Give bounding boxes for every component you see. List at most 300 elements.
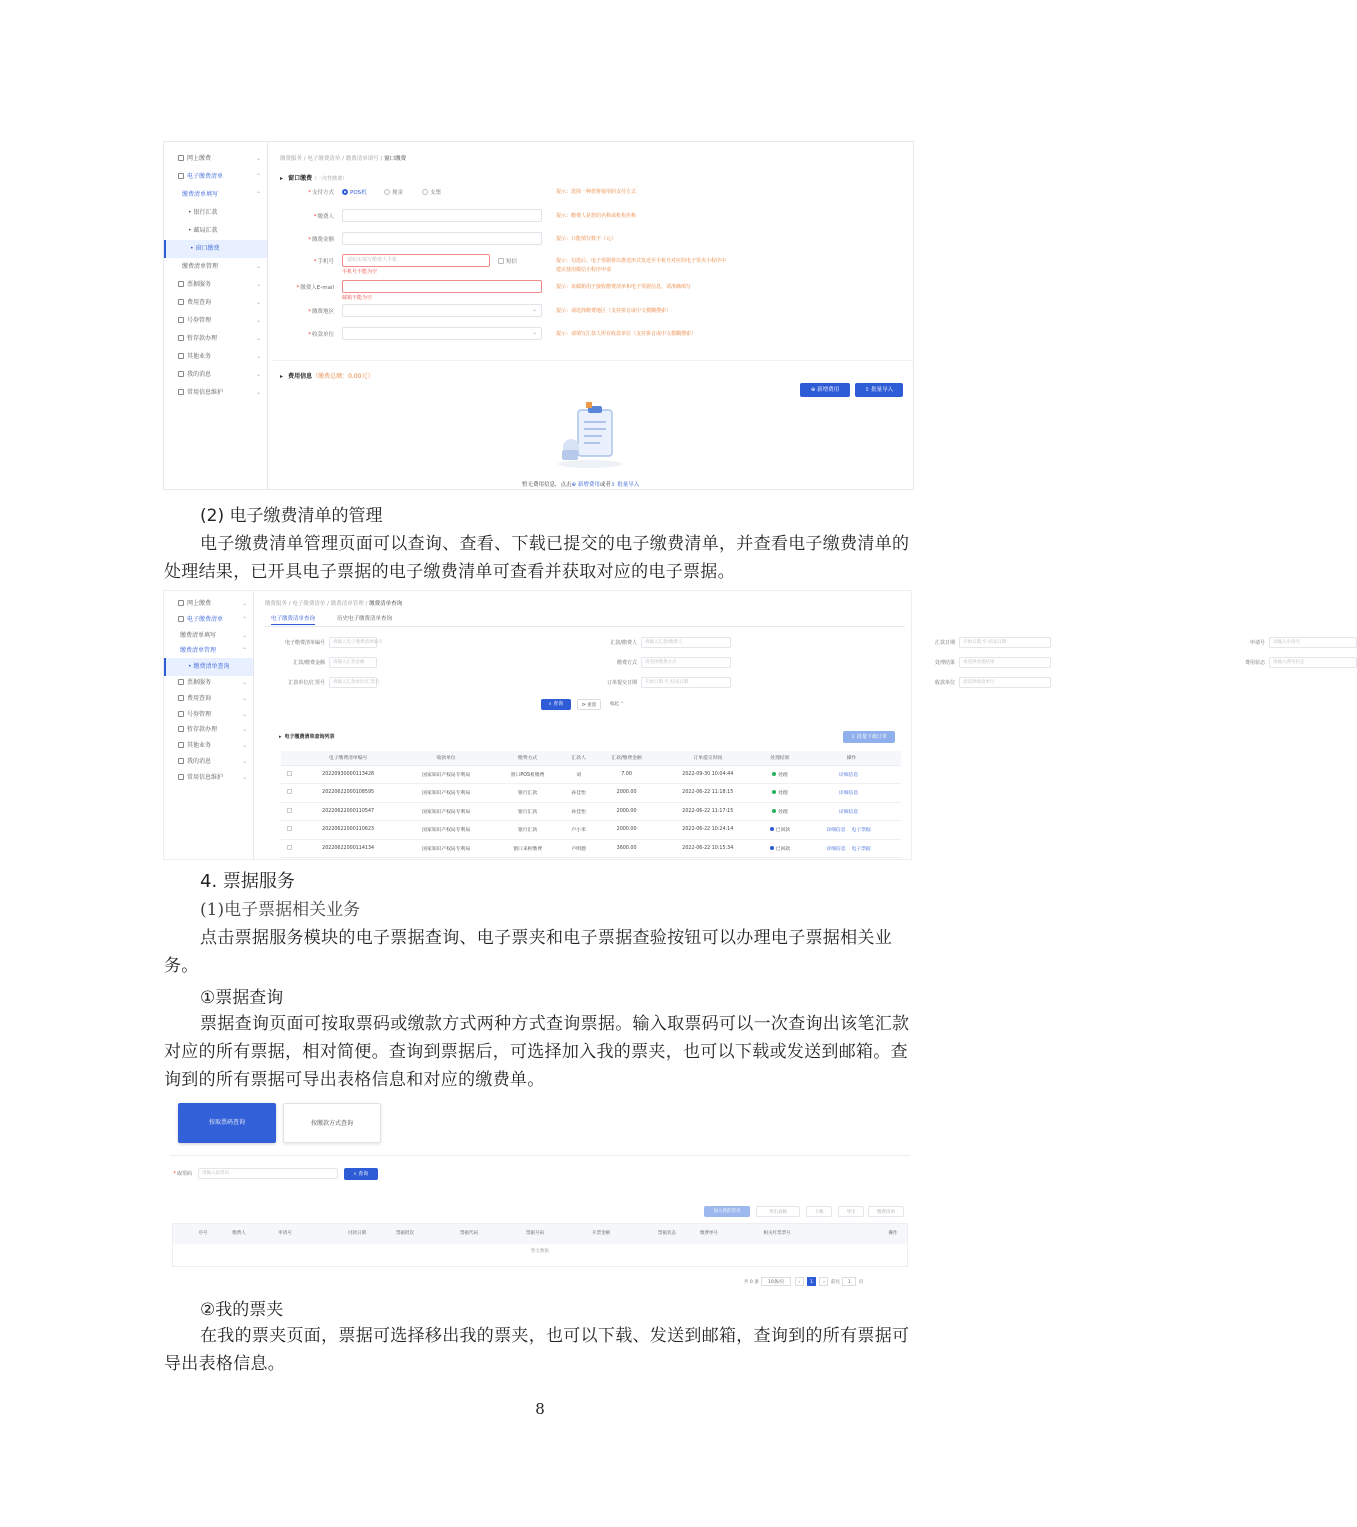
batch-export-button[interactable]: ⇩ 批量下载订单	[843, 731, 895, 743]
section-title-text: 窗口缴费	[288, 175, 313, 182]
query-label: 订单提交日期	[606, 680, 637, 686]
status-text: 已回款	[775, 846, 791, 852]
status-dot-icon	[770, 827, 774, 831]
column-header: 申请号	[278, 1231, 292, 1236]
cell-time: 2022-06-22 11:18:15	[658, 784, 758, 803]
radio-pos[interactable]	[342, 188, 367, 196]
column-header: 电子缴费清单编号	[297, 751, 399, 765]
sidebar-item[interactable]	[164, 258, 267, 276]
page-size-value: 10条/页	[768, 1280, 785, 1285]
query-input[interactable]: 请输入汇款单位/汇票号	[329, 677, 377, 688]
detail-link[interactable]: 详细信息	[838, 772, 859, 778]
row-actions	[802, 802, 901, 821]
chevron-icon: ⌄	[241, 726, 247, 734]
chevron-icon: ⌄	[241, 710, 247, 718]
chevron-icon: ⌄	[255, 371, 261, 378]
menu-icon	[178, 281, 184, 287]
payment-list-table	[281, 751, 901, 858]
query-button[interactable]: ⌕ 查询	[541, 699, 571, 710]
cell-no: 20220622000114134	[297, 839, 399, 858]
cell-unit: 国家知识产权局专利局	[399, 784, 493, 803]
row-actions	[802, 784, 901, 803]
query-input[interactable]: 请选择缴费方式	[641, 657, 731, 668]
sidebar-item[interactable]	[164, 312, 267, 330]
chevron-down-icon: ⌄	[532, 329, 538, 336]
pay-method-hint: 提示：选择一种您将使用的支付方式	[556, 189, 637, 195]
table-row	[281, 821, 901, 840]
chevron-icon: ⌃	[255, 191, 261, 198]
sidebar-item-label: 其他业务	[187, 742, 212, 750]
goto-input[interactable]: 1	[842, 1277, 856, 1286]
cell-no: 20220622000108595	[297, 784, 399, 803]
chevron-icon: ⌄	[255, 299, 261, 306]
import-label: 批量导入	[871, 387, 894, 393]
cell-method: 银行汇款	[493, 821, 562, 840]
cell-amount: 2000.00	[595, 802, 658, 821]
select-all-checkbox[interactable]	[281, 751, 297, 765]
sidebar-item-label: • 邮局汇款	[188, 227, 218, 234]
chevron-icon: ⌄	[241, 694, 247, 702]
heading-list-management: (2) 电子缴费清单的管理	[200, 506, 383, 526]
sidebar-item-label: 票据服务	[187, 679, 212, 686]
sidebar-item-label: 网上缴费	[187, 600, 212, 607]
action-button[interactable]: 缴费清单	[868, 1206, 904, 1217]
field-label: * 缴费金额	[286, 235, 334, 243]
sidebar	[164, 142, 268, 489]
sidebar-item[interactable]	[164, 330, 267, 348]
empty-import-link[interactable]: ⇪ 批量导入	[610, 482, 640, 488]
cell-payer: 卢明德	[562, 839, 595, 858]
chevron-icon: ⌄	[241, 679, 247, 686]
cell-payer: 卢小米	[562, 821, 595, 840]
ebill-link[interactable]: 电子票据	[851, 828, 871, 834]
row-checkbox[interactable]	[281, 821, 297, 840]
sidebar-item[interactable]	[164, 168, 267, 186]
row-checkbox[interactable]	[281, 765, 297, 784]
heading-bill-service: 4. 票据服务	[200, 871, 295, 892]
sidebar-item-label: 其他业务	[187, 353, 212, 360]
query-input[interactable]: 请输入汇款/缴费人	[641, 637, 731, 648]
chevron-icon: ⌄	[255, 263, 261, 270]
pager-total: 共 0 条	[744, 1280, 759, 1285]
radio-cash-label: 现金	[392, 190, 404, 196]
query-input[interactable]: 开始日期 至 结束日期	[959, 637, 1051, 648]
menu-icon	[178, 371, 184, 377]
chevron-down-icon: ⌄	[532, 306, 538, 313]
radio-check-label: 支票	[430, 190, 442, 196]
status-text: 处理	[778, 809, 788, 815]
menu-icon	[178, 726, 184, 732]
menu-icon	[178, 299, 184, 305]
row-checkbox[interactable]	[281, 839, 297, 858]
form-input[interactable]	[342, 280, 542, 293]
cell-unit: 国家知识产权局专利局	[399, 839, 493, 858]
empty-data-text: 暂无数据	[531, 1249, 549, 1254]
field-label: * 缴费人E-mail	[286, 283, 334, 291]
query-input[interactable]: 请输入费用状态	[1269, 657, 1357, 668]
sms-checkbox[interactable]	[498, 257, 517, 265]
sidebar-item[interactable]	[164, 294, 267, 312]
pagination	[744, 1277, 863, 1286]
breadcrumb-path[interactable]: 缴费服务 / 电子缴费清单 / 缴费清单管理 /	[265, 601, 368, 607]
cell-time: 2022-06-22 10:15:34	[658, 839, 758, 858]
code-query-label: 查询	[358, 1171, 369, 1177]
pay-method-label: * 支付方式	[294, 188, 334, 196]
goto-unit: 页	[858, 1280, 864, 1285]
section-tag: （一次性缴费）	[312, 176, 348, 182]
field-label: * 缴费人	[286, 212, 334, 220]
field-error: 邮箱不能为空	[342, 295, 373, 301]
field-hint: 提示：勾选后，电子票据将以推送形式发送至手机号对应的电子票夹小程序中	[556, 258, 727, 264]
tab-divider	[265, 626, 905, 627]
table-row	[281, 765, 901, 784]
menu-icon	[178, 353, 184, 359]
tab-current-query[interactable]: 电子缴费清单查询	[271, 613, 315, 625]
status-text: 处理	[778, 791, 788, 797]
query-label: 缴费方式	[616, 660, 637, 666]
empty-mid: 或者	[599, 482, 611, 488]
chevron-icon: ⌄	[255, 389, 261, 396]
query-input[interactable]: 请输入申请号	[1269, 637, 1357, 648]
sidebar-item-label: 票据服务	[187, 281, 212, 288]
cell-no: 20220622000110623	[297, 821, 399, 840]
empty-tip	[522, 480, 639, 488]
cell-no: 20220622000110547	[297, 802, 399, 821]
table-row	[281, 802, 901, 821]
status-badge	[758, 765, 802, 784]
sidebar-item[interactable]	[164, 150, 267, 168]
row-checkbox[interactable]	[281, 784, 297, 803]
sidebar-item[interactable]	[164, 204, 267, 222]
chevron-icon: ⌄	[255, 335, 261, 342]
divider	[170, 1155, 910, 1156]
current-page[interactable]: 1	[807, 1277, 816, 1286]
status-dot-icon	[772, 772, 776, 776]
heading-my-folder: ②我的票夹	[200, 1300, 284, 1320]
para-my-folder: 在我的票夹页面，票据可选择移出我的票夹，也可以下载、发送到邮箱，查询到的所有票据可导出表格信息。	[164, 1326, 910, 1374]
form-input[interactable]: 请如实填写缴费人手机	[342, 254, 490, 267]
field-hint: 提示：请选择缴费地区（支持拼音或中文模糊搜索）	[556, 308, 672, 314]
sidebar-item-label: 暂存款办理	[187, 335, 218, 342]
column-header: 汇款/缴费金额	[595, 751, 658, 765]
empty-clipboard-illustration	[554, 400, 626, 470]
column-header: 票据号码	[526, 1231, 544, 1236]
main-panel	[272, 142, 913, 489]
cell-no: 20220930000113428	[297, 765, 399, 784]
detail-link[interactable]: 详细信息	[838, 809, 859, 815]
fee-section-title	[280, 371, 374, 380]
sidebar-item[interactable]	[164, 186, 267, 204]
menu-icon	[178, 389, 184, 395]
column-header: 缴费方式	[493, 751, 562, 765]
sidebar-item[interactable]	[164, 384, 267, 402]
query-label: 汇款/缴费金额	[293, 660, 325, 666]
table-row	[281, 784, 901, 803]
batch-export-label: 批量下载订单	[856, 734, 887, 740]
column-header: 处理结果	[758, 751, 802, 765]
sidebar-item-label: 我的消息	[187, 758, 212, 765]
cell-time: 2022-09-30 10:04:44	[658, 765, 758, 784]
column-header: 付款日期	[348, 1231, 366, 1236]
cell-time: 2022-06-22 11:17:15	[658, 802, 758, 821]
breadcrumb-path[interactable]: 缴费服务 / 电子缴费清单 / 缴费清单填写 /	[280, 156, 383, 162]
query-label: 申请号	[1249, 640, 1265, 646]
sidebar-item-label: • 窗口缴费	[190, 245, 220, 252]
status-text: 处理	[778, 772, 788, 778]
query-label: 汇款日期	[934, 640, 955, 646]
sms-checkbox-label: 短信	[506, 259, 518, 265]
column-header: 相关红票票号	[763, 1231, 791, 1236]
chevron-icon: ⌃	[241, 615, 247, 623]
tab-query-by-code[interactable]: 按取票码查询	[178, 1103, 276, 1143]
fee-total: （缴费总额：0.00元）	[312, 373, 374, 380]
cell-unit: 国家知识产权局专利局	[399, 765, 493, 784]
query-button-label: 查询	[553, 701, 564, 707]
status-badge	[758, 784, 802, 803]
breadcrumb	[265, 599, 402, 607]
code-label: * 取票码	[172, 1170, 192, 1177]
empty-import-link-label: 批量导入	[617, 482, 640, 488]
chevron-icon: ⌄	[241, 600, 247, 607]
sidebar-item[interactable]	[164, 348, 267, 366]
empty-add-link[interactable]: ⊕ 新增费用	[571, 482, 600, 488]
radio-check[interactable]	[422, 188, 441, 196]
cell-amount: 3600.00	[595, 839, 658, 858]
chevron-icon: ⌄	[255, 317, 261, 324]
code-query-button[interactable]: ⌕ 查询	[344, 1168, 378, 1180]
cell-amount: 2000.00	[595, 784, 658, 803]
breadcrumb-current: 缴费清单查询	[369, 601, 403, 607]
menu-icon	[178, 155, 184, 161]
cell-method: 银行汇款	[493, 802, 562, 821]
status-dot-icon	[770, 846, 774, 850]
cell-unit: 国家知识产权局专利局	[399, 802, 493, 821]
column-header: 缴费单号	[700, 1231, 718, 1236]
detail-link[interactable]: 详细信息	[826, 828, 846, 834]
sidebar-item-label: 常用信息维护	[187, 389, 224, 396]
chevron-icon: ⌄	[241, 758, 247, 765]
query-label: 电子缴费清单编号	[284, 640, 325, 646]
column-header: 票据批次	[396, 1231, 414, 1236]
sidebar-item-label: 号券管理	[187, 710, 212, 718]
field-hint: 提示：只能填写数字（元）	[556, 236, 617, 242]
chevron-icon: ⌃	[255, 173, 261, 180]
query-input[interactable]: 请选择收款单位	[959, 677, 1051, 688]
sidebar-item-label: 缴费清单填写	[180, 631, 217, 639]
chevron-icon: ⌄	[241, 773, 247, 781]
column-header: 缴费人	[232, 1231, 246, 1236]
sidebar-item-label: 缴费清单管理	[180, 647, 217, 655]
screenshot-bill-query	[170, 1099, 910, 1295]
sidebar	[164, 591, 254, 859]
add-fee-button[interactable]: ⊕ 新增费用	[800, 383, 850, 397]
sidebar-item-label: • 银行汇款	[188, 209, 218, 216]
chevron-icon: ⌄	[255, 281, 261, 288]
sidebar-item-label: 电子缴费清单	[187, 615, 224, 623]
status-badge	[758, 821, 802, 840]
menu-icon	[178, 616, 184, 622]
menu-icon	[178, 173, 184, 179]
add-fee-label: 新增费用	[817, 387, 840, 393]
main-panel	[259, 591, 1305, 859]
column-header: 序号	[198, 1231, 208, 1236]
field-label: * 收款单位	[286, 330, 334, 338]
menu-icon	[178, 742, 184, 748]
menu-icon	[178, 679, 184, 685]
status-dot-icon	[772, 809, 776, 813]
sidebar-item-label: • 缴费清单查询	[188, 663, 230, 671]
prev-page-button[interactable]: ‹	[795, 1277, 804, 1286]
sidebar-item-label: 网上缴费	[187, 155, 212, 162]
para-ebill-business: 点击票据服务模块的电子票据查询、电子票夹和电子票据查验按钮可以办理电子票据相关业务。	[164, 928, 892, 976]
query-input[interactable]: 请输入汇款金额	[329, 657, 377, 668]
table-row	[281, 839, 901, 858]
row-checkbox[interactable]	[281, 802, 297, 821]
form-input[interactable]	[342, 304, 542, 317]
sidebar-item-label: 电子缴费清单	[187, 173, 224, 180]
sidebar-item[interactable]	[164, 769, 253, 787]
action-button[interactable]: 导出	[838, 1206, 864, 1217]
page-size-select[interactable]	[761, 1277, 791, 1286]
row-actions	[802, 839, 901, 858]
collapse-toggle[interactable]: 收起 ⌃	[609, 702, 625, 707]
query-label: 处理结果	[934, 660, 955, 666]
detail-link[interactable]: 详细信息	[826, 846, 846, 852]
status-badge	[758, 839, 802, 858]
para-list-management: 电子缴费清单管理页面可以查询、查看、下载已提交的电子缴费清单，并查看电子缴费清单的处理结果，已开具电子票据的电子缴费清单可查看并获取对应的电子票据。	[164, 534, 910, 582]
action-button[interactable]: 导出表格	[756, 1206, 800, 1217]
list-title: ▸ 电子缴费清单查询列表	[279, 733, 335, 740]
sidebar-item[interactable]	[164, 222, 267, 240]
sidebar-item[interactable]	[164, 240, 267, 258]
query-label: 费用状态	[1244, 660, 1265, 666]
reset-button-label: 重置	[587, 703, 597, 708]
column-header: 订单提交时间	[658, 751, 758, 765]
goto-label: 前往	[830, 1280, 840, 1285]
reset-button[interactable]: ⟳ 重置	[577, 699, 601, 710]
field-hint: 提示：请填写汇款人所在收款单位（支持拼音或中文模糊搜索）	[556, 331, 697, 337]
sidebar-item[interactable]	[164, 366, 267, 384]
cell-time: 2022-06-22 10:24:14	[658, 821, 758, 840]
sidebar-item-label: 费用查询	[187, 299, 212, 306]
field-label: * 手机号	[286, 257, 334, 265]
page-number: 8	[535, 1400, 545, 1418]
tab-query-by-method[interactable]: 按缴款方式查询	[283, 1103, 381, 1143]
query-input[interactable]: 开始日期 至 结束日期	[641, 677, 731, 688]
radio-pos-label: POS机	[350, 190, 367, 196]
detail-link[interactable]: 详细信息	[838, 791, 859, 797]
cell-payer: 刘	[562, 765, 595, 784]
heading-ebill-business: (1)电子票据相关业务	[200, 900, 361, 920]
column-header: 开票金额	[592, 1231, 610, 1236]
cell-amount: 7.00	[595, 765, 658, 784]
radio-cash[interactable]	[384, 188, 403, 196]
ebill-link[interactable]: 电子票据	[851, 846, 871, 852]
bill-table	[172, 1223, 908, 1267]
status-badge	[758, 802, 802, 821]
sidebar-item[interactable]	[164, 276, 267, 294]
divider	[272, 360, 913, 361]
screenshot-payment-list-query	[163, 590, 1305, 860]
empty-add-link-label: 新增费用	[577, 482, 600, 488]
import-button[interactable]: ⇪ 批量导入	[855, 383, 903, 397]
screenshot-window-payment-form	[163, 141, 914, 490]
cell-payer: 孙佳怡	[562, 784, 595, 803]
form-input[interactable]	[342, 209, 542, 222]
menu-icon	[178, 695, 184, 701]
menu-icon	[178, 711, 184, 717]
chevron-icon: ⌃	[241, 647, 247, 655]
action-button[interactable]: 加入我的票夹	[704, 1206, 750, 1217]
menu-icon	[178, 758, 184, 764]
status-dot-icon	[772, 790, 776, 794]
column-header: 票据状态	[658, 1231, 676, 1236]
column-header: 操作	[802, 751, 901, 765]
section-title	[280, 173, 347, 182]
column-header: 操作	[888, 1231, 898, 1236]
menu-icon	[178, 335, 184, 341]
fee-title: 费用信息	[288, 373, 313, 380]
para-bill-query: 票据查询页面可按取票码或缴款方式两种方式查询票据。输入取票码可以一次查询出该笔汇款对应的所有票据，相对简便。查询到票据后，可选择加入我的票夹，也可以下载或发送到邮箱。查询到的所有票据可导出表格信息和对应的缴费单。	[164, 1014, 910, 1090]
column-header: 票据代码	[460, 1231, 478, 1236]
tab-history-query[interactable]: 历史电子缴费清单查询	[337, 616, 393, 622]
sidebar-item-label: 号券管理	[187, 317, 212, 324]
phone-hint-2: 建议使用微信小程序申请	[556, 267, 612, 273]
cell-payer: 孙佳怡	[562, 802, 595, 821]
field-hint: 提示：该邮箱用于接收缴费清单和电子票据信息，请准确填写	[556, 284, 692, 290]
code-input[interactable]: 请输入取票码	[198, 1168, 338, 1179]
form-input[interactable]	[342, 232, 542, 245]
query-label: 收款单位	[934, 680, 955, 686]
cell-unit: 国家知识产权局专利局	[399, 821, 493, 840]
breadcrumb-current: 窗口缴费	[384, 156, 407, 162]
empty-text: 暂无费用信息，点击	[522, 482, 572, 488]
chevron-icon: ⌄	[255, 155, 261, 162]
sidebar-item-label: 费用查询	[187, 694, 212, 702]
sidebar-item-label: 常用信息维护	[187, 773, 224, 781]
sidebar-item-label: 缴费清单管理	[182, 263, 219, 270]
menu-icon	[178, 774, 184, 780]
field-error: 手机号不能为空	[342, 269, 378, 275]
sidebar-item-label: 暂存款办理	[187, 726, 218, 734]
row-actions	[802, 821, 901, 840]
query-label: 汇款单位/汇票号	[288, 680, 325, 686]
query-input[interactable]: 请选择处理结果	[959, 657, 1051, 668]
heading-bill-query: ①票据查询	[200, 988, 284, 1008]
query-input[interactable]: 请输入电子缴费清单编号	[329, 637, 377, 648]
form-input[interactable]	[342, 327, 542, 340]
cell-amount: 2000.00	[595, 821, 658, 840]
next-page-button[interactable]: ›	[819, 1277, 828, 1286]
column-header: 收款单位	[399, 751, 493, 765]
query-label: 汇款/缴费人	[610, 640, 637, 646]
menu-icon	[178, 317, 184, 323]
status-text: 已回款	[775, 828, 791, 834]
cell-method: 银行汇款	[493, 784, 562, 803]
action-button[interactable]: 下载	[806, 1206, 832, 1217]
menu-icon	[178, 600, 184, 606]
row-actions	[802, 765, 901, 784]
sidebar-item-label: 缴费清单填写	[182, 191, 219, 198]
column-header: 汇款人	[562, 751, 595, 765]
field-hint: 提示：缴费人是您的名称或机构名称	[556, 213, 637, 219]
cell-method: 窗口POS机缴费	[493, 765, 562, 784]
chevron-icon: ⌄	[241, 631, 247, 639]
chevron-icon: ⌄	[255, 353, 261, 360]
sidebar-item-label: 我的消息	[187, 371, 212, 378]
chevron-icon: ⌄	[241, 742, 247, 750]
cell-method: 窗口来柜缴费	[493, 839, 562, 858]
